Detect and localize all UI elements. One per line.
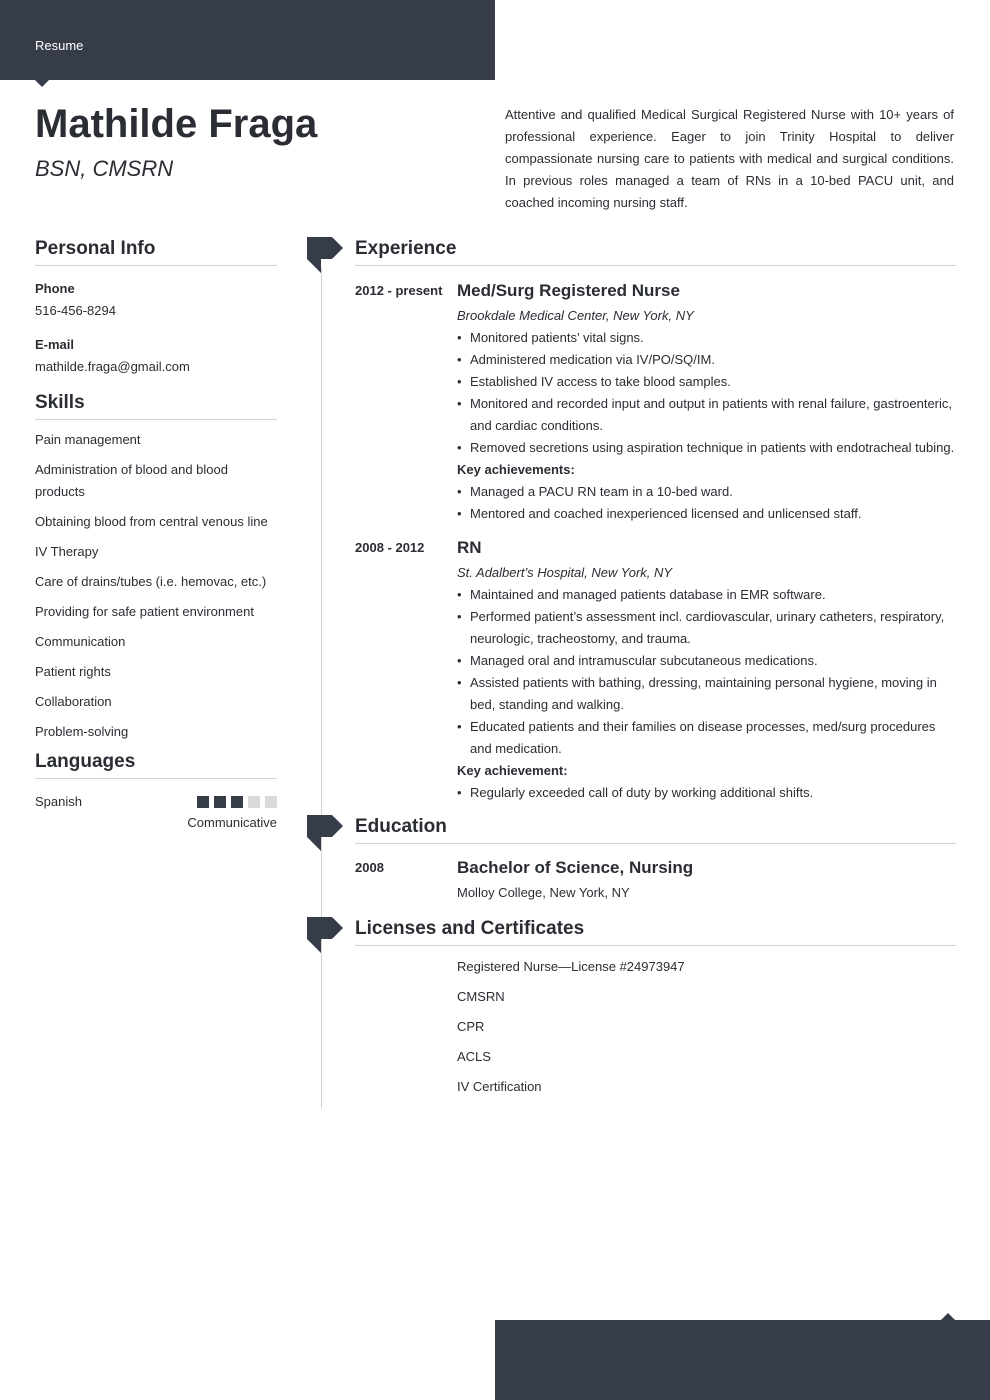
bullet-item: • Established IV access to take blood samples. — [457, 371, 956, 393]
licenses-list — [457, 956, 956, 1098]
bullet-item: • Monitored and recorded input and output in patients with renal failure, gastroenteric, and cardiac conditions. — [457, 393, 956, 437]
bullet-item: • Removed secretions using aspiration technique in patients with endotracheal tubing. — [457, 437, 956, 459]
job-duties — [457, 584, 956, 760]
job-title: Med/Surg Registered Nurse — [457, 281, 680, 300]
job-title: RN — [457, 538, 482, 557]
bullet-item: • Managed a PACU RN team in a 10-bed ward. — [457, 481, 956, 503]
bullet-item: • Maintained and managed patients database in EMR software. — [457, 584, 956, 606]
bullet-item: • Assisted patients with bathing, dressing, maintaining personal hygiene, moving in bed, standing and walking. — [457, 672, 956, 716]
candidate-credentials: BSN, CMSRN — [35, 156, 174, 181]
job-entry — [355, 537, 956, 804]
skill-item: Collaboration — [35, 694, 112, 709]
sidebar — [35, 238, 277, 833]
skill-item: Communication — [35, 634, 126, 649]
profile-summary: Attentive and qualified Medical Surgical Registered Nurse with 10+ years of professional experience. Eager to join Trinity Hospital to deliver compassionate nursing care to patients with medical and surgical conditions. In previous roles managed a team of RNs in a 10-bed PACU unit, and coached incoming nursing staff. — [505, 107, 954, 210]
skill-item: IV Therapy — [35, 544, 99, 559]
key-achievements-label: Key achievement: — [457, 763, 568, 778]
header-bar-pointer — [35, 80, 49, 87]
job-duties — [457, 327, 956, 459]
skill-item: Care of drains/tubes (i.e. hemovac, etc.) — [35, 574, 267, 589]
license-item: ACLS — [457, 1049, 491, 1064]
bullet-item: • Performed patient’s assessment incl. cardiovascular, urinary catheters, respiratory, neurologic, tracheostomy, and trauma. — [457, 606, 956, 650]
rating-square-icon — [265, 796, 277, 808]
footer-bar — [495, 1320, 990, 1400]
rating-square-icon — [197, 796, 209, 808]
license-item: CMSRN — [457, 989, 505, 1004]
skills-list — [35, 429, 277, 743]
phone-label: Phone — [35, 281, 75, 296]
bullet-item: • Educated patients and their families on disease processes, med/surg procedures and medication. — [457, 716, 956, 760]
candidate-name: Mathilde Fraga — [35, 102, 318, 146]
skill-item: Pain management — [35, 432, 141, 447]
section-flag-icon — [307, 815, 343, 851]
email-value: mathilde.fraga@gmail.com — [35, 359, 190, 374]
language-level: Communicative — [187, 815, 277, 830]
skills-heading: Skills — [35, 392, 277, 420]
bullet-item: • Mentored and coached inexperienced licensed and unlicensed staff. — [457, 503, 956, 525]
key-achievements-label: Key achievements: — [457, 462, 575, 477]
language-item — [35, 791, 277, 813]
timeline-line — [321, 268, 322, 1108]
header-bar — [0, 0, 495, 80]
skill-item: Problem-solving — [35, 724, 129, 739]
skill-item: Obtaining blood from central venous line — [35, 514, 268, 529]
rating-square-icon — [248, 796, 260, 808]
email-label: E-mail — [35, 337, 75, 352]
phone-value: 516-456-8294 — [35, 303, 116, 318]
section-flag-icon — [307, 917, 343, 953]
education-section — [355, 816, 956, 904]
language-rating — [197, 796, 277, 808]
bullet-item: • Monitored patients’ vital signs. — [457, 327, 956, 349]
skill-item: Providing for safe patient environment — [35, 604, 254, 619]
education-heading: Education — [355, 816, 956, 844]
key-achievements-list — [457, 782, 956, 804]
degree-title: Bachelor of Science, Nursing — [457, 858, 694, 877]
job-date: 2012 - present — [355, 283, 443, 298]
job-date: 2008 - 2012 — [355, 540, 425, 555]
license-item: CPR — [457, 1019, 485, 1034]
skill-item: Administration of blood and blood products — [35, 462, 228, 499]
licenses-section — [355, 918, 956, 1106]
bullet-item: • Managed oral and intramuscular subcutaneous medications. — [457, 650, 956, 672]
rating-square-icon — [231, 796, 243, 808]
experience-section — [355, 238, 956, 804]
section-flag-icon — [307, 237, 343, 273]
languages-heading: Languages — [35, 751, 277, 779]
personal-info-heading: Personal Info — [35, 238, 277, 266]
skill-item: Patient rights — [35, 664, 111, 679]
bullet-item: • Regularly exceeded call of duty by working additional shifts. — [457, 782, 956, 804]
licenses-heading: Licenses and Certificates — [355, 918, 956, 946]
rating-square-icon — [214, 796, 226, 808]
job-employer: St. Adalbert’s Hospital, New York, NY — [457, 565, 673, 580]
license-item: IV Certification — [457, 1079, 542, 1094]
languages-list — [35, 791, 277, 833]
key-achievements-list — [457, 481, 956, 525]
document-label: Resume — [35, 38, 84, 53]
education-date: 2008 — [355, 860, 384, 875]
school-name: Molloy College, New York, NY — [457, 885, 630, 900]
bullet-item: • Administered medication via IV/PO/SQ/IM. — [457, 349, 956, 371]
job-entry — [355, 280, 956, 525]
education-entry — [355, 857, 956, 904]
experience-heading: Experience — [355, 238, 956, 266]
job-employer: Brookdale Medical Center, New York, NY — [457, 308, 694, 323]
language-name: Spanish — [35, 794, 82, 809]
license-item: Registered Nurse—License #24973947 — [457, 959, 685, 974]
footer-bar-pointer — [941, 1313, 955, 1320]
